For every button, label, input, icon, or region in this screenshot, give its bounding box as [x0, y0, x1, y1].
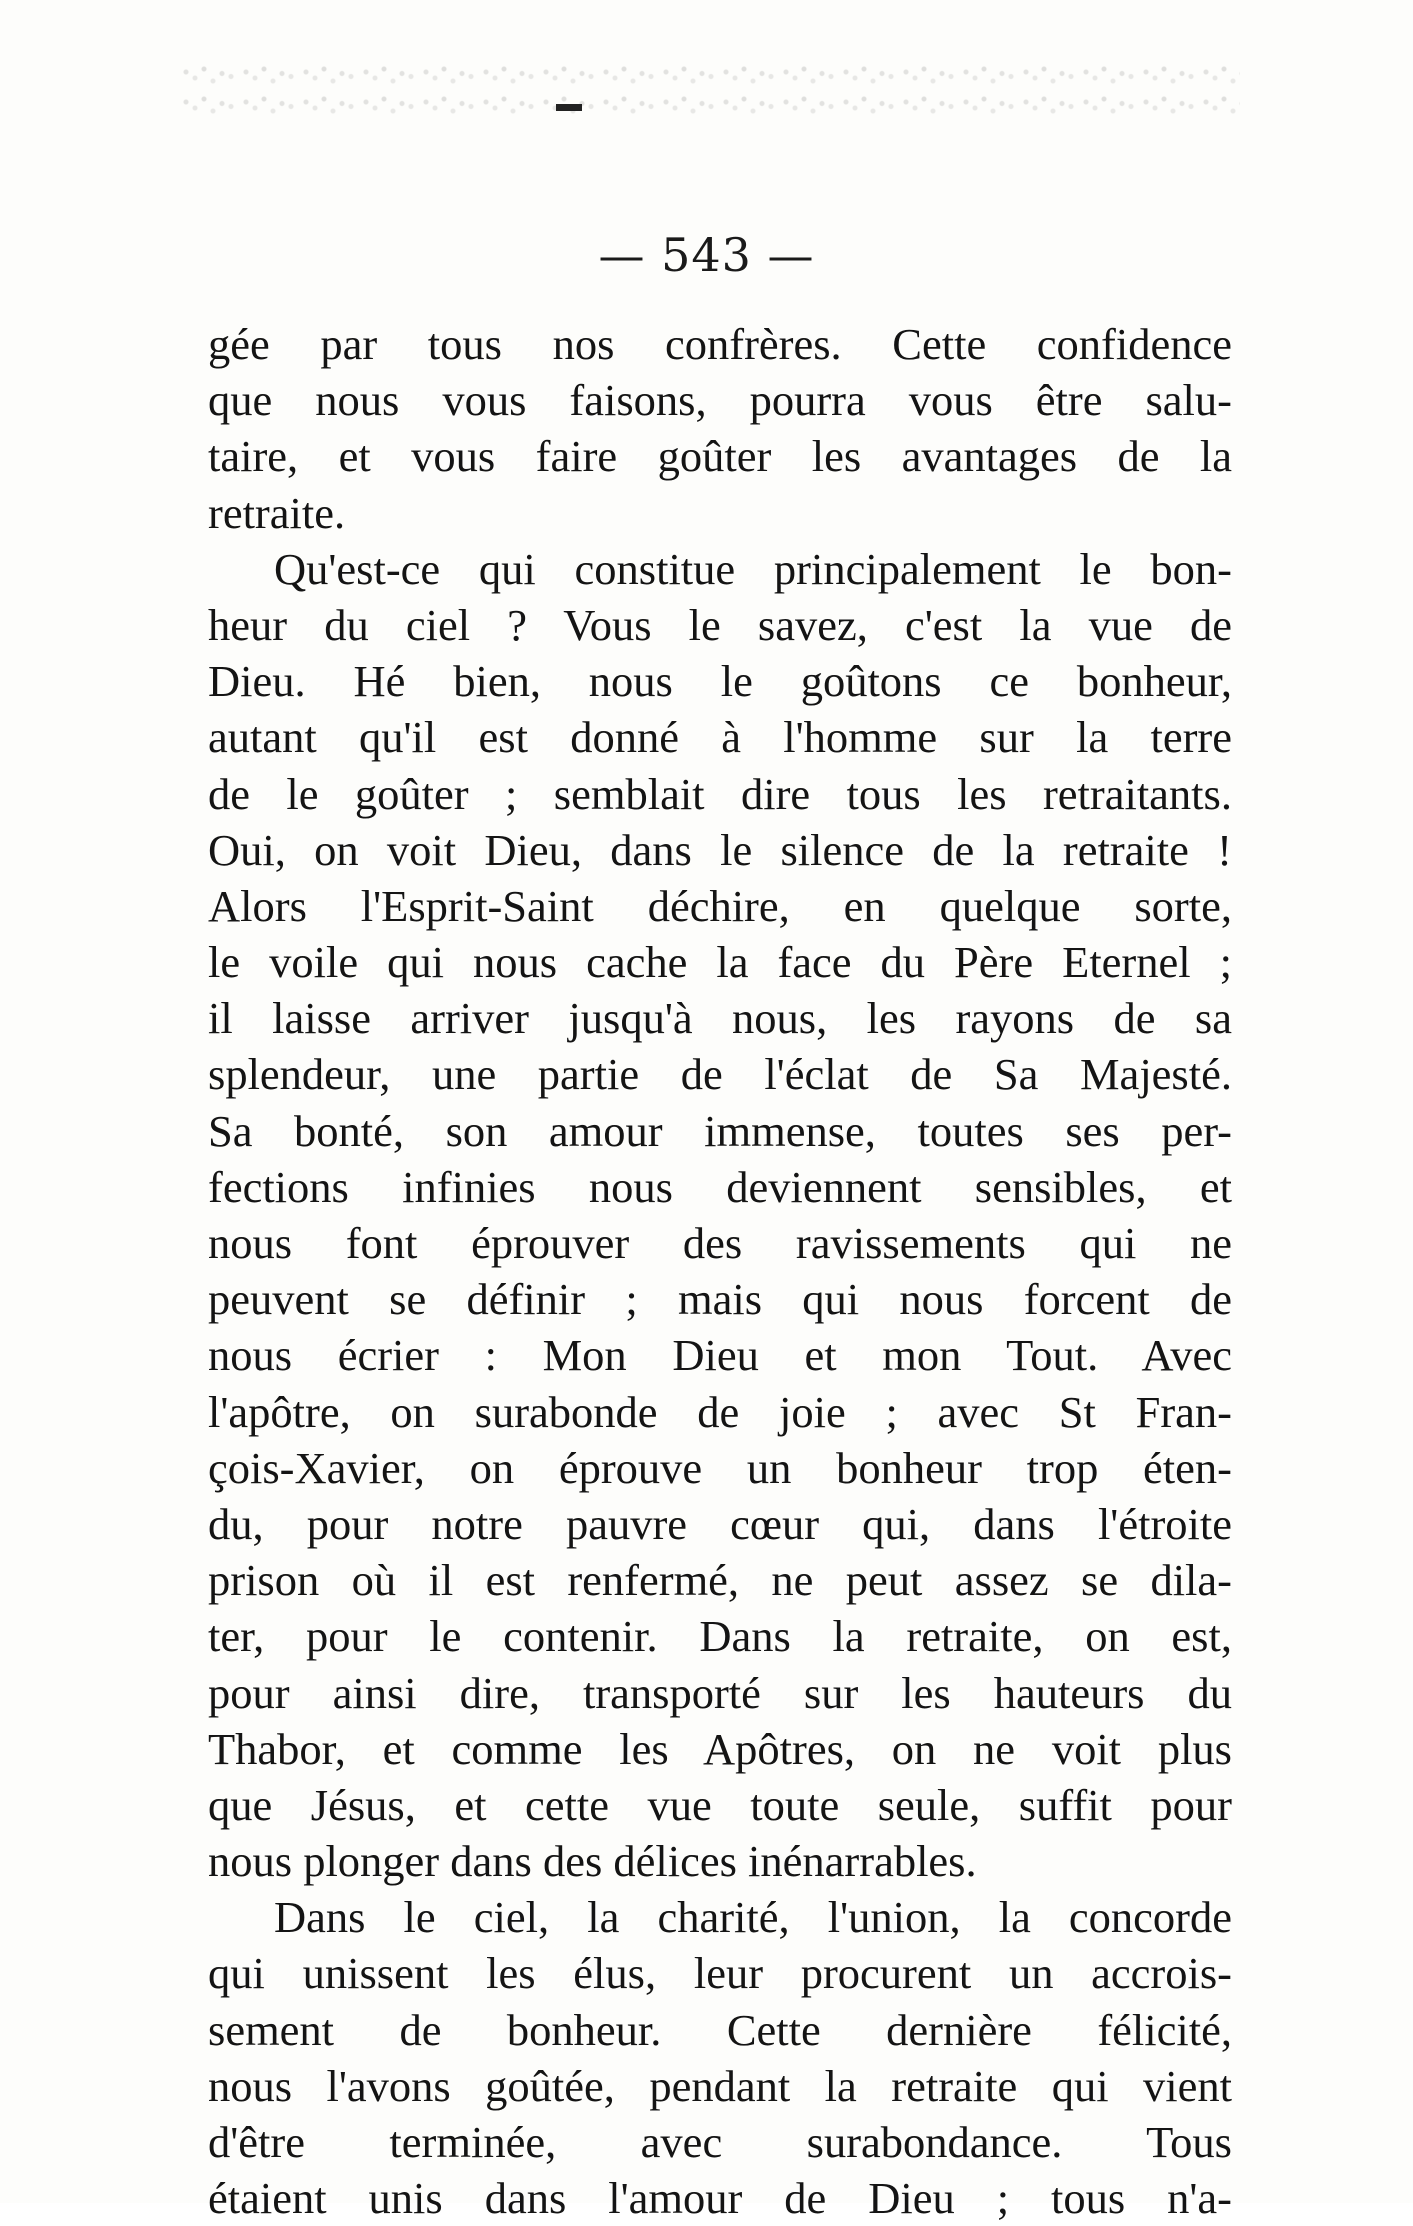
text-line: prison où il est renfermé, ne peut assez se dila- [208, 1555, 1232, 1606]
text-line: du, pour notre pauvre cœur qui, dans l'étroite [208, 1498, 1232, 1549]
text-line: étaient unis dans l'amour de Dieu ; tous n'a- [208, 2173, 1232, 2224]
text-line: peuvent se définir ; mais qui nous forcent de [208, 1274, 1232, 1325]
text-line: que Jésus, et cette vue toute seule, suffit pour [208, 1779, 1232, 1830]
text-line: Oui, on voit Dieu, dans le silence de la retraite ! [208, 824, 1232, 875]
text-line: de le goûter ; semblait dire tous les retraitants. [208, 768, 1232, 819]
ink-mark [556, 104, 582, 111]
text-line: ter, pour le contenir. Dans la retraite, on est, [208, 1611, 1232, 1662]
text-line: Sa bonté, son amour immense, toutes ses per- [208, 1105, 1232, 1156]
text-line: sement de bonheur. Cette dernière félicité, [208, 2004, 1232, 2055]
text-line: Dieu. Hé bien, nous le goûtons ce bonheur, [208, 656, 1232, 707]
text-line: Dans le ciel, la charité, l'union, la concorde [274, 1892, 1232, 1943]
text-line: autant qu'il est donné à l'homme sur la terre [208, 712, 1232, 763]
text-line: pour ainsi dire, transporté sur les hauteurs du [208, 1667, 1232, 1718]
text-line: Alors l'Esprit-Saint déchire, en quelque sorte, [208, 880, 1232, 931]
text-line: retraite. [208, 487, 346, 538]
text-line: le voile qui nous cache la face du Père Eternel ; [208, 937, 1232, 988]
text-line: nous l'avons goûtée, pendant la retraite qui vient [208, 2060, 1232, 2111]
text-line: d'être terminée, avec surabondance. Tous [208, 2117, 1232, 2167]
page-number: — 543 — [598, 228, 815, 282]
text-line: nous plonger dans des délices inénarrables. [208, 1836, 977, 1887]
text-line: çois-Xavier, on éprouve un bonheur trop éten- [208, 1442, 1232, 1493]
text-line: nous écrier : Mon Dieu et mon Tout. Avec [208, 1330, 1232, 1381]
text-line: gée par tous nos confrères. Cette confidence [208, 319, 1232, 369]
text-line: il laisse arriver jusqu'à nous, les rayons de sa [208, 993, 1232, 1044]
scan-noise [180, 60, 1240, 115]
text-line: taire, et vous faire goûter les avantages de la [208, 431, 1232, 482]
text-line: nous font éprouver des ravissements qui ne [208, 1218, 1232, 1268]
text-line: que nous vous faisons, pourra vous être salu- [208, 375, 1232, 426]
text-line: Qu'est-ce qui constitue principalement le bon- [274, 543, 1232, 594]
text-line: l'apôtre, on surabonde de joie ; avec St Fran- [208, 1386, 1232, 1437]
text-line: qui unissent les élus, leur procurent un accrois- [208, 1948, 1232, 1999]
text-line: splendeur, une partie de l'éclat de Sa Majesté. [208, 1049, 1232, 1100]
text-line: fections infinies nous deviennent sensibles, et [208, 1161, 1232, 1212]
body-text [208, 316, 1232, 2226]
text-line: heur du ciel ? Vous le savez, c'est la vue de [208, 599, 1232, 650]
text-line: Thabor, et comme les Apôtres, on ne voit plus [208, 1723, 1232, 1774]
